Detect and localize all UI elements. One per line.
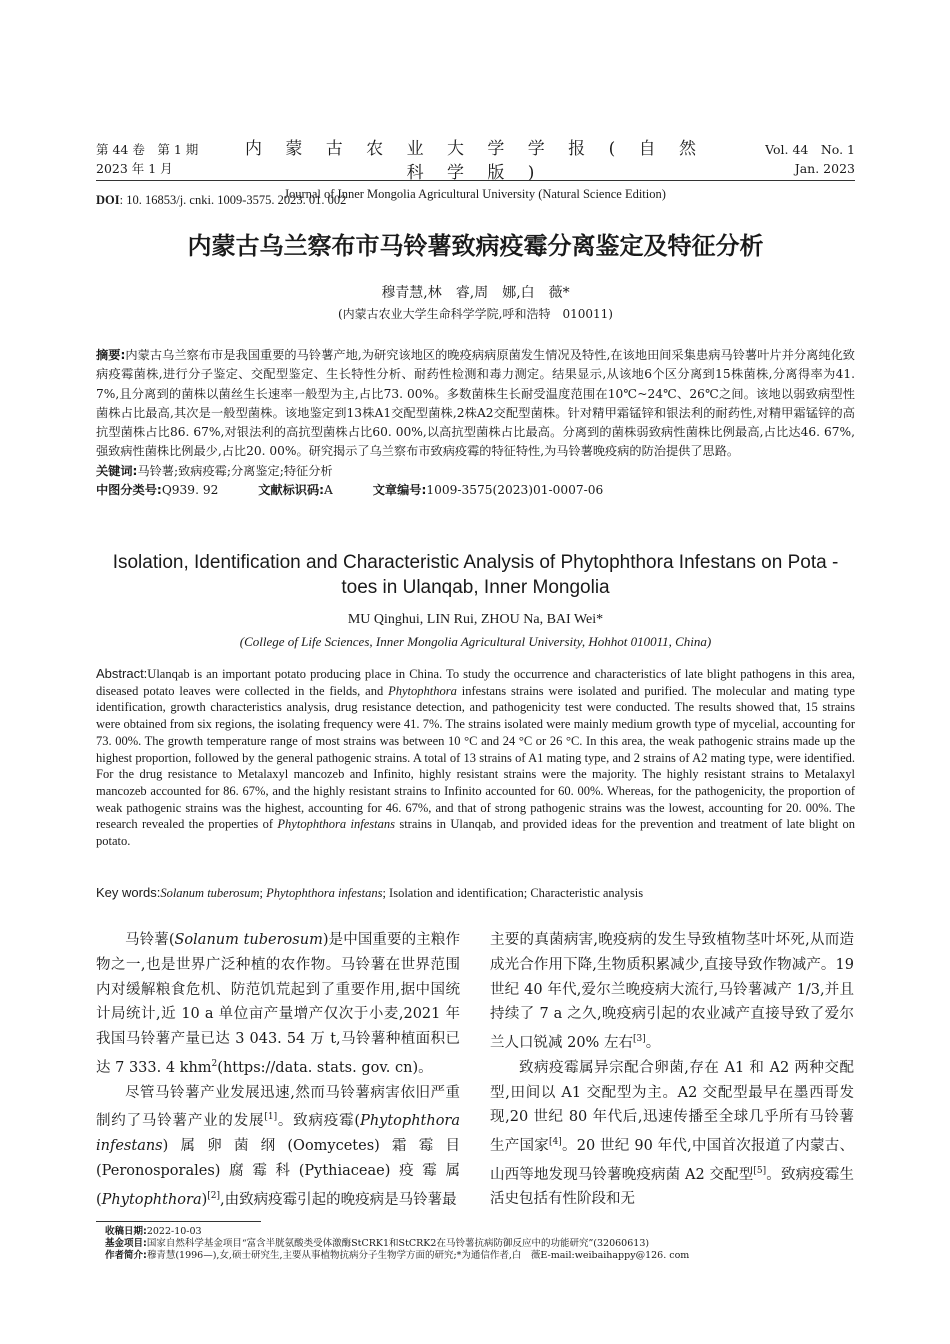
abstract-en-text-3: strains in Ulanqab, and provided ideas for the prevention and treatment of late blight on potato.	[96, 817, 855, 849]
abstract-cn-text: 内蒙古乌兰察布市是我国重要的马铃薯产地,为研究该地区的晚疫病病原菌发生情况及特性,在该地田间采集患病马铃薯叶片并分离纯化致病疫霉菌株,进行分子鉴定、交配型鉴定、生长特性分析、耐药性检测和毒力测定。结果显示,从该地6个区分离到15株菌株,分离得率为41. 7%,且分离到的菌株以菌丝生长速率一般型为主,占比73. 00%。多数菌株生长耐受温度范围在10℃~24℃、26℃之间。该地以弱致病型性菌株占比最高,其次是一般型菌株。该地鉴定到13株A1交配型菌株,2株A2交配型菌株。针对精甲霜锰锌和银法利的耐药性,对精甲霜锰锌的高抗型菌株占比86. 67%,对银法利的高抗型菌株占比60. 00%,以高抗型菌株占比最高。分离到的菌株弱致病性菌株比例最高,占比达46. 67%,强致病性菌株比例最少,占比20. 00%。研究揭示了乌兰察布市致病疫霉的特征特性,为马铃薯晚疫病的防治提供了思路。	[96, 348, 855, 459]
body-paragraph	[96, 928, 460, 1081]
abstract-cn	[96, 346, 855, 462]
keywords-en-italic-1: Solanum tuberosum	[160, 886, 260, 900]
header-right	[765, 140, 855, 178]
header-rule	[96, 180, 855, 181]
authors-en: MU Qinghui, LIN Rui, ZHOU Na, BAI Wei*	[347, 612, 604, 627]
citation: [1]	[264, 1112, 278, 1123]
citation: [2]	[207, 1190, 221, 1201]
author-bio	[105, 1250, 850, 1262]
superscript: 2	[211, 1058, 218, 1069]
keywords-en	[96, 884, 855, 902]
text-run: 。20 世纪 90 年代,中国首次报道了内蒙古、山西等地发现马铃薯晚疫病菌 A2 交配型	[490, 1138, 854, 1183]
volume-issue-cn: 第 44 卷 第 1 期	[96, 142, 199, 157]
doi-value: : 10. 16853/j. cnki. 1009-3575. 2023. 01. 002	[119, 193, 347, 207]
body-paragraph	[490, 1056, 854, 1212]
received-date	[105, 1226, 850, 1238]
text-run: )属卵菌纲(Oomycetes)霜霉目(Peronosporales)腐霉科(Pythiaceae)疫霉属(	[96, 1138, 460, 1208]
date-en: Jan. 2023	[794, 161, 855, 176]
doi	[96, 193, 346, 208]
keywords-cn-text: 马铃薯;致病疫霉;分离鉴定;特征分析	[137, 463, 333, 478]
date-cn: 2023 年 1 月	[96, 161, 173, 176]
body-column-right	[490, 928, 854, 1212]
text-run: (https://data. stats. gov. cn)。	[217, 1059, 433, 1076]
doi-label: DOI	[96, 193, 120, 207]
text-run: 尽管马铃薯产业发展迅速,然而马铃薯病害依旧严重制约了马铃薯产业的发展	[96, 1084, 460, 1130]
keywords-en-sep: ;	[259, 886, 267, 900]
text-run: 。	[645, 1035, 661, 1052]
text-run: 致病疫霉属异宗配合卵菌,存在 A1 和 A2 两种交配型,田间以 A1 交配型为主。A2 交配型最早在墨西哥发现,20 世纪 80 年代后,迅速传播至全球几乎所有马铃薯生产国家	[490, 1059, 854, 1155]
clc-label: 中图分类号:	[96, 482, 162, 497]
keywords-cn-label: 关键词:	[96, 463, 138, 478]
body-paragraph	[96, 1081, 460, 1213]
doc-code-label: 文献标识码:	[258, 482, 325, 497]
received-label: 收稿日期:	[105, 1226, 147, 1237]
citation: [5]	[753, 1165, 767, 1176]
received-value: 2022-10-03	[146, 1226, 202, 1237]
body-column-left	[96, 928, 460, 1212]
journal-name-cn: 内 蒙 古 农 业 大 学 学 报 ( 自 然 科 学 版 )	[244, 139, 706, 183]
text-run: )是中国重要的主粮作物之一,也是世界广泛种植的农作物。马铃薯在世界范围内对缓解粮食危机、防范饥荒起到了重要作用,据中国统计局统计,近 10 a 单位亩产量增产仅次于小麦,2021 年我国马铃薯产量已达 3 043. 54 万 t,马铃薯种植面积已达 7 333. 4 khm	[96, 932, 461, 1076]
fund-label: 基金项目:	[105, 1238, 147, 1249]
text-run: )	[201, 1191, 208, 1208]
abstract-cn-label: 摘要:	[96, 348, 126, 362]
citation: [4]	[548, 1137, 562, 1148]
abstract-en-label: Abstract:	[96, 666, 148, 681]
volume-issue-en: Vol. 44 No. 1	[765, 142, 855, 157]
italic-run: Phytophthora infestans	[96, 1113, 460, 1155]
keywords-en-label: Key words:	[96, 885, 161, 900]
abstract-cn-block	[96, 346, 855, 500]
italic-run: Phytophthora	[101, 1191, 202, 1208]
article-no-label: 文章编号:	[372, 482, 427, 497]
abstract-en-italic-1: Phytophthora	[388, 683, 457, 698]
text-run: ,由致病疫霉引起的晚疫病是马铃薯最	[220, 1191, 457, 1208]
abstract-en	[96, 666, 855, 850]
text-run: 马铃薯(	[125, 932, 175, 948]
author-bio-label: 作者简介:	[105, 1250, 147, 1261]
article-no-value: 1009-3575(2023)01-0007-06	[426, 482, 604, 497]
keywords-en-text: ; Isolation and identification; Characteristic analysis	[382, 886, 644, 900]
fund	[105, 1238, 850, 1250]
journal-name-en: Journal of Inner Mongolia Agricultural University (Natural Science Edition)	[284, 187, 666, 201]
footnotes	[105, 1226, 850, 1262]
footnote-rule	[96, 1221, 261, 1222]
affiliation-cn: (内蒙古农业大学生命科学学院,呼和浩特 010011)	[338, 307, 613, 321]
fund-value: 国家自然科学基金项目“富含半胱氨酸类受体激酶StCRK1和StCRK2在马铃薯抗病防御反应中的功能研究”(32060613)	[146, 1238, 650, 1249]
abstract-en-italic-2: Phytophthora infestans	[277, 817, 395, 832]
title-cn: 内蒙古乌兰察布市马铃薯致病疫霉分离鉴定及特征分析	[187, 232, 764, 260]
authors-cn: 穆青慧,林 睿,周 娜,白 薇*	[381, 285, 570, 301]
doc-code-value: A	[324, 482, 333, 497]
text-run: 主要的真菌病害,晚疫病的发生导致植物茎叶坏死,从而造成光合作用下降,生物质积累减少,直接导致作物减产。19 世纪 40 年代,爱尔兰晚疫病大流行,马铃薯减产 1/3,并且持续了 7 a 之久,晚疫病引起的农业减产直接导致了爱尔兰人口锐减 20% 左右	[490, 932, 854, 1052]
keywords-cn	[96, 462, 855, 481]
body-paragraph	[490, 928, 854, 1056]
clc-value: Q939. 92	[161, 482, 219, 497]
italic-run: Solanum tuberosum	[174, 932, 323, 948]
affiliation-en: (College of Life Sciences, Inner Mongolia Agricultural University, Hohhot 010011, China)	[239, 634, 712, 649]
header-left	[96, 140, 198, 178]
keywords-en-italic-2: Phytophthora infestans	[266, 886, 383, 900]
author-bio-value: 穆青慧(1996—),女,硕士研究生,主要从事植物抗病分子生物学方面的研究;*为通信作者,白 薇E-mail:weibaihappy@126. com	[146, 1250, 690, 1261]
citation: [3]	[632, 1034, 646, 1045]
abstract-en-text-1: Ulanqab is an important potato producing place in China. To study the occurrence and characteristics of late blight pathogens in this area, diseased potato leaves were collected in the fields, and	[96, 667, 855, 698]
abstract-en-text-2: infestans strains were isolated and purified. The molecular and mating type identification, growth characteristics analysis, drug resistance detection, and pathogenicity test were conducted. The results showed that, 15 strains were obtained from six regions, the isolating frequency were 41. 7%. The strains isolated were mainly medium growth type of mycelial, accounting for 73. 00%. The growth temperature range of most strains was between 10 °C and 24 °C or 26 °C. In this area, the weak pathogenic strains made up the highest proportion, followed by the general pathogenic strains. A total of 13 strains of A1 mating type, and 2 strains of A2 mating type, were identified. For the drug resistance to Metalaxyl mancozeb and Infinito, highly resistant strains were the majority. The highly resistant strains to Metalaxyl mancozeb accounted for 86. 67%, and the highly resistant strains to Infinito accounted for 60. 00%. Whereas, for the pathogenicity, the proportion of weak pathogenic strains was the highest, accounting for 46. 67%, and that of strong pathogenic strains was the lowest, accounting for 20. 00%. The research revealed the properties of	[96, 683, 855, 832]
text-run: 。致病疫霉(	[277, 1113, 361, 1130]
title-en: Isolation, Identification and Characteristic Analysis of Phytophthora Infestans on Pota - toes in Ulanqab, Inner Mongolia	[112, 552, 839, 598]
classification-line	[96, 481, 855, 500]
text-run: 。致病疫霉生活史包括有性阶段和无	[490, 1166, 855, 1208]
